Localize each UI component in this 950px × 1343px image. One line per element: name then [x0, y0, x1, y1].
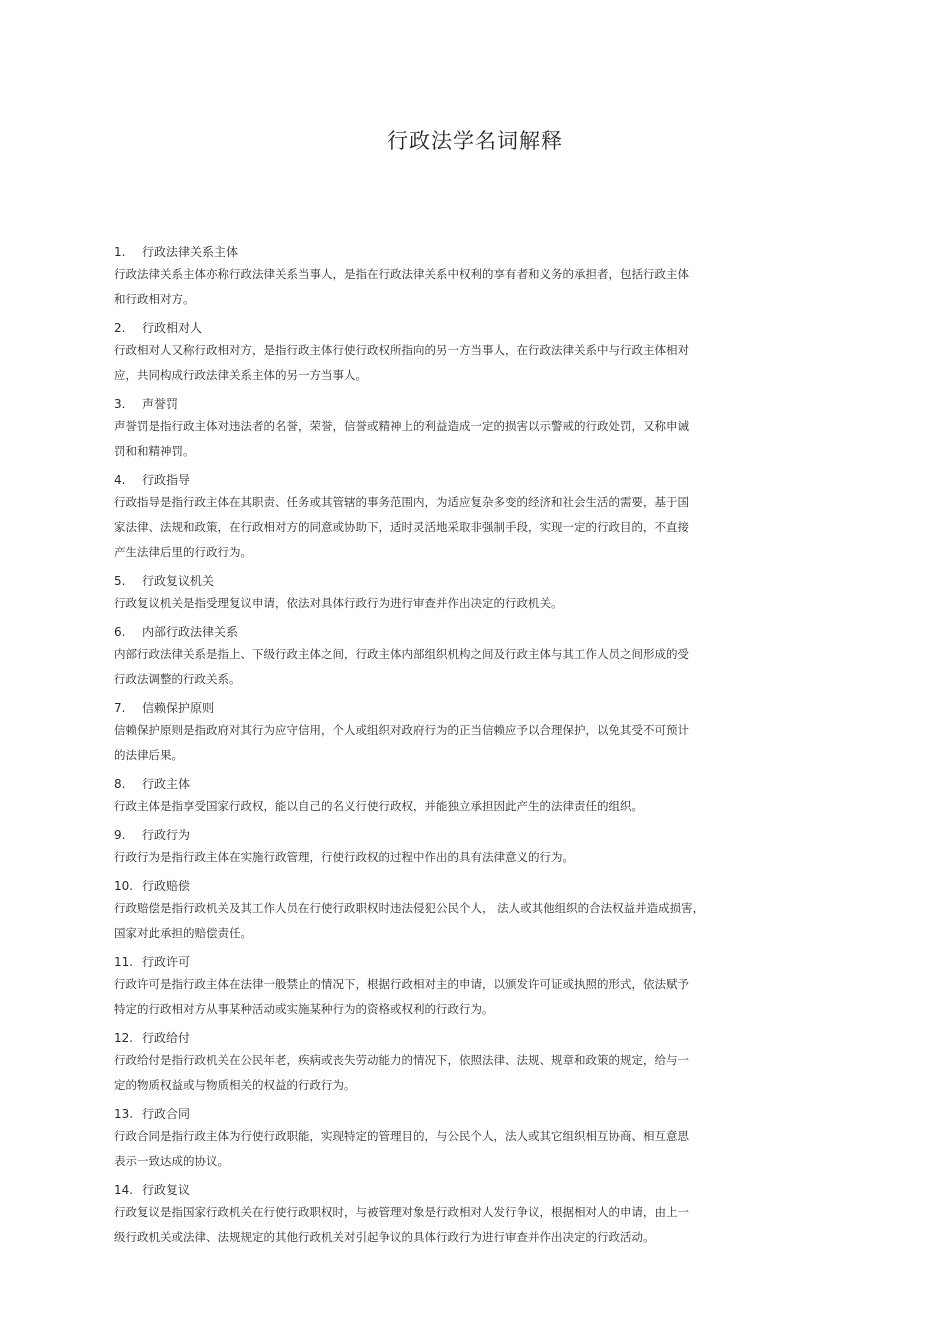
- definition-entry: [114, 876, 814, 946]
- definition-line: 行政许可是指行政主体在法律一般禁止的情况下，根据行政相对主的申请，以颁发许可证或执照的形式，依法赋予: [114, 977, 689, 991]
- entry-number: 14.: [114, 1183, 134, 1197]
- entry-number: 3.: [114, 397, 126, 411]
- entry-term: 行政指导: [142, 473, 191, 487]
- definition-entry: [114, 952, 814, 1022]
- definition-entry: [114, 622, 814, 692]
- definition-entry: [114, 825, 814, 870]
- entry-definition: [114, 591, 814, 616]
- entry-term: 行政主体: [142, 777, 191, 791]
- entry-number: 4.: [114, 473, 126, 487]
- definition-line: 家法律、法规和政策，在行政相对方的同意或协助下，适时灵活地采取非强制手段，实现一定的行政目的，不直接: [114, 520, 689, 534]
- definition-line: 行政指导是指行政主体在其职责、任务或其管辖的事务范围内，为适应复杂多变的经济和社会生活的需要，基于国: [114, 495, 689, 509]
- entry-number: 5.: [114, 574, 126, 588]
- page-title: 行政法学名词解释: [387, 129, 563, 153]
- entry-definition: [114, 338, 814, 388]
- definition-line: 行政赔偿是指行政机关及其工作人员在行使行政职权时违法侵犯公民个人， 法人或其他组织的合法权益并造成损害，: [114, 901, 705, 915]
- definition-entry: [114, 470, 814, 565]
- definition-line: 行政主体是指享受国家行政权，能以自己的名义行使行政权，并能独立承担因此产生的法律责任的组织。: [114, 799, 643, 813]
- entry-heading: [114, 394, 814, 414]
- definition-entry: [114, 774, 814, 819]
- entry-definition: [114, 262, 814, 312]
- entry-heading: [114, 1028, 814, 1048]
- definition-line: 行政相对人又称行政相对方，是指行政主体行使行政权所指向的另一方当事人，在行政法律关系中与行政主体相对: [114, 343, 689, 357]
- definition-entry: [114, 698, 814, 768]
- entry-definition: [114, 490, 814, 565]
- entry-number: 2.: [114, 321, 126, 335]
- entry-number: 1.: [114, 245, 126, 259]
- entry-number: 13.: [114, 1107, 134, 1121]
- definition-line: 信赖保护原则是指政府对其行为应守信用，个人或组织对政府行为的正当信赖应予以合理保护，以免其受不可预计: [114, 723, 689, 737]
- entry-definition: [114, 718, 814, 768]
- entry-term: 内部行政法律关系: [142, 625, 239, 639]
- entry-heading: [114, 952, 814, 972]
- definition-line: 行政行为是指行政主体在实施行政管理，行使行政权的过程中作出的具有法律意义的行为。: [114, 850, 574, 864]
- entry-definition: [114, 845, 814, 870]
- definition-list: [114, 242, 814, 1256]
- entry-definition: [114, 1124, 814, 1174]
- definition-line: 国家对此承担的赔偿责任。: [114, 926, 252, 940]
- entry-heading: [114, 470, 814, 490]
- definition-line: 级行政机关或法律、法规规定的其他行政机关对引起争议的具体行政行为进行审查并作出决定的行政活动。: [114, 1230, 655, 1244]
- definition-line: 内部行政法律关系是指上、下级行政主体之间，行政主体内部组织机构之间及行政主体与其工作人员之间形成的受: [114, 647, 689, 661]
- definition-line: 行政合同是指行政主体为行使行政职能，实现特定的管理目的，与公民个人，法人或其它组织相互协商、相互意思: [114, 1129, 689, 1143]
- definition-entry: [114, 394, 814, 464]
- entry-term: 行政相对人: [142, 321, 203, 335]
- definition-entry: [114, 571, 814, 616]
- entry-definition: [114, 896, 814, 946]
- definition-entry: [114, 1028, 814, 1098]
- entry-heading: [114, 774, 814, 794]
- entry-number: 9.: [114, 828, 126, 842]
- entry-term: 行政法律关系主体: [142, 245, 239, 259]
- definition-entry: [114, 242, 814, 312]
- entry-number: 8.: [114, 777, 126, 791]
- entry-definition: [114, 794, 814, 819]
- entry-heading: [114, 1180, 814, 1200]
- entry-term: 行政合同: [142, 1107, 191, 1121]
- entry-heading: [114, 825, 814, 845]
- entry-number: 12.: [114, 1031, 134, 1045]
- definition-line: 行政法律关系主体亦称行政法律关系当事人，是指在行政法律关系中权利的享有者和义务的承担者，包括行政主体: [114, 267, 689, 281]
- definition-line: 和行政相对方。: [114, 292, 195, 306]
- entry-number: 10.: [114, 879, 134, 893]
- entry-term: 行政许可: [142, 955, 191, 969]
- definition-line: 应，共同构成行政法律关系主体的另一方当事人。: [114, 368, 367, 382]
- definition-line: 的法律后果。: [114, 748, 183, 762]
- entry-heading: [114, 1104, 814, 1124]
- definition-line: 表示一致达成的协议。: [114, 1154, 229, 1168]
- entry-heading: [114, 698, 814, 718]
- definition-line: 行政给付是指行政机关在公民年老，疾病或丧失劳动能力的情况下，依照法律、法规、规章和政策的规定，给与一: [114, 1053, 689, 1067]
- definition-line: 定的物质权益或与物质相关的权益的行政行为。: [114, 1078, 356, 1092]
- definition-line: 行政复议是指国家行政机关在行使行政职权时，与被管理对象是行政相对人发行争议，根据相对人的申请，由上一: [114, 1205, 689, 1219]
- entry-definition: [114, 1200, 814, 1250]
- entry-heading: [114, 622, 814, 642]
- entry-definition: [114, 972, 814, 1022]
- definition-entry: [114, 1104, 814, 1174]
- definition-entry: [114, 318, 814, 388]
- entry-heading: [114, 571, 814, 591]
- entry-number: 11.: [114, 955, 134, 969]
- entry-term: 行政复议机关: [142, 574, 215, 588]
- entry-heading: [114, 318, 814, 338]
- definition-line: 行政复议机关是指受理复议申请，依法对具体行政行为进行审查并作出决定的行政机关。: [114, 596, 563, 610]
- definition-line: 声誉罚是指行政主体对违法者的名誉，荣誉，信誉或精神上的利益造成一定的损害以示警戒的行政处罚，又称申诫: [114, 419, 689, 433]
- entry-term: 行政赔偿: [142, 879, 191, 893]
- entry-term: 行政复议: [142, 1183, 191, 1197]
- entry-definition: [114, 414, 814, 464]
- entry-term: 行政给付: [142, 1031, 191, 1045]
- entry-definition: [114, 642, 814, 692]
- definition-line: 特定的行政相对方从事某种活动或实施某种行为的资格或权利的行政行为。: [114, 1002, 494, 1016]
- definition-line: 罚和和精神罚。: [114, 444, 195, 458]
- entry-heading: [114, 242, 814, 262]
- definition-line: 产生法律后里的行政行为。: [114, 545, 252, 559]
- entry-definition: [114, 1048, 814, 1098]
- definition-line: 行政法调整的行政关系。: [114, 672, 241, 686]
- entry-term: 信赖保护原则: [142, 701, 215, 715]
- entry-term: 行政行为: [142, 828, 191, 842]
- entry-number: 6.: [114, 625, 126, 639]
- entry-number: 7.: [114, 701, 126, 715]
- definition-entry: [114, 1180, 814, 1250]
- entry-term: 声誉罚: [142, 397, 179, 411]
- entry-heading: [114, 876, 814, 896]
